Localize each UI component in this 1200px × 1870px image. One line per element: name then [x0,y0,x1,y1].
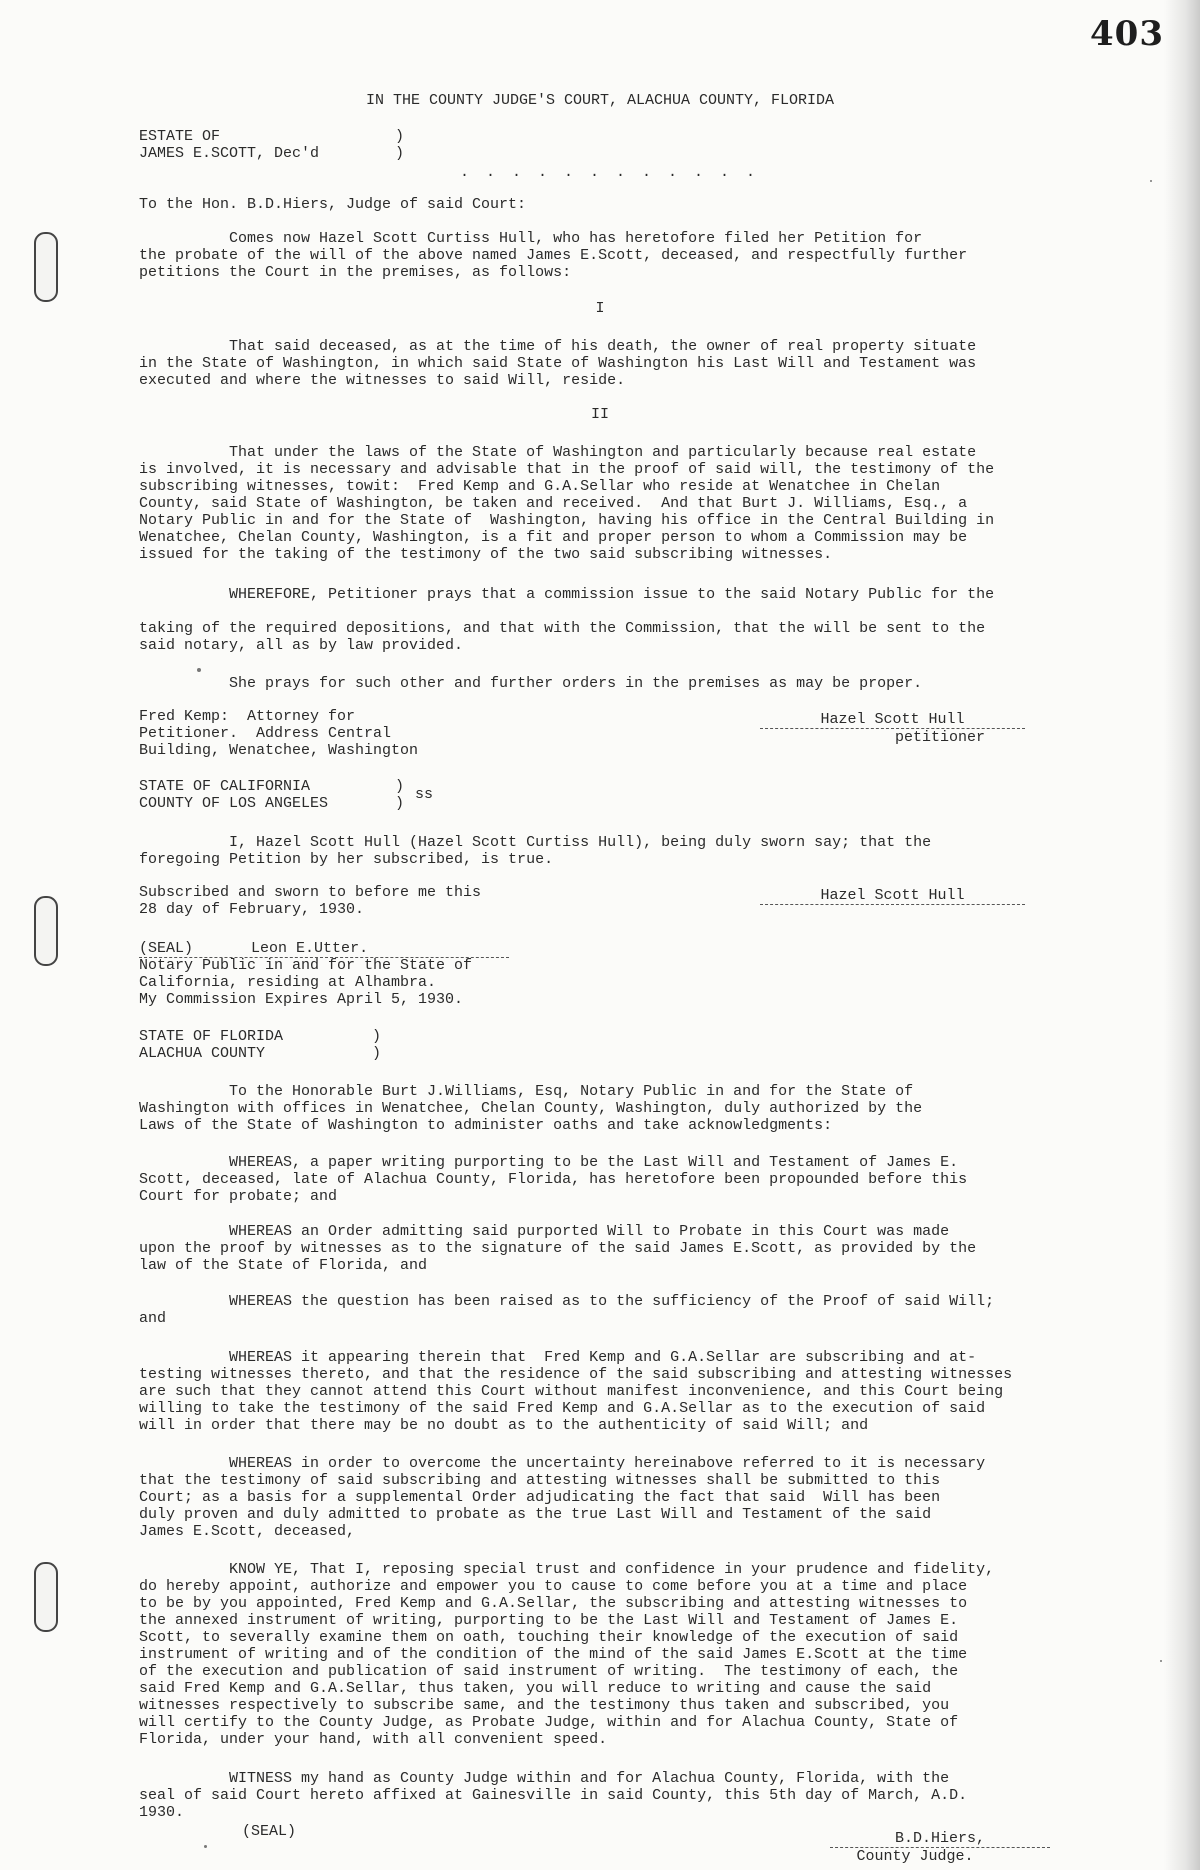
separator-dots: . . . . . . . . . . . . [460,164,760,181]
further-orders-paragraph: She prays for such other and further orders in the premises as may be proper. [139,675,923,692]
petitioner-signature: Hazel Scott Hull [760,711,1025,729]
notary-seal: (SEAL) [139,940,194,957]
know-ye-paragraph: KNOW YE, That I, reposing special trust and confidence in your prudence and fidelity, do hereby appoint, authorize and empower you to cause to come before you at a time and place to be by you appointed, Fred Kemp and G.A.Sellar, the subscribing and attesting witnesses to the annexed instrument of writing, purporting to be the Last Will and Testament of James E. Scott, to severally examine them on oath, touching their knowledge of the execution of said instrument of writing and of the condition of the mind of the said James E.Scott at the time of the execution and publication of said instrument of writing. The testimony of each, the said Fred Kemp and G.A.Sellar, thus taken, you will reduce to writing and cause the said witnesses respectively to subscribe same, and the testimony thus taken and subscribed, you will certify to the County Judge, as Probate Judge, within and for Alachua County, State of Florida, under your hand, with all convenient speed. [139,1561,995,1748]
whereas-paragraph-1: WHEREAS, a paper writing purporting to be the Last Will and Testament of James E. Scott, deceased, late of Alachua County, Florida, has heretofore been propounded before this Court for probate; and [139,1154,968,1205]
venue-california-line-1: STATE OF CALIFORNIA [139,778,311,795]
ink-speck [1160,1660,1162,1662]
court-title: IN THE COUNTY JUDGE'S COURT, ALACHUA COUNTY, FLORIDA [365,92,835,109]
wherefore-paragraph: WHEREFORE, Petitioner prays that a commission issue to the said Notary Public for the taking of the required depositions, and that with the Commission, that the will be sent to the said notary, all as by law provided. [139,586,995,654]
notary-details: Notary Public in and for the State of California, residing at Alhambra. My Commission Expires April 5, 1930. [139,957,473,1008]
whereas-paragraph-5: WHEREAS in order to overcome the uncertainty hereinabove referred to it is necessary that the testimony of said subscribing and attesting witnesses shall be submitted to this Court; as a basis for a supplemental Order adjudicating the fact that said Will has been duly proven and duly admitted to probate as the true Last Will and Testament of the said James E.Scott, deceased, [139,1455,986,1540]
estate-caption [139,128,319,162]
oath-signature: Hazel Scott Hull [760,887,1025,905]
petitioner-label: petitioner [894,729,985,746]
oath-paragraph: I, Hazel Scott Hull (Hazel Scott Curtiss Hull), being duly sworn say; that the foregoing Petition by her subscribed, is true. [139,834,932,868]
attorney-block: Fred Kemp: Attorney for Petitioner. Address Central Building, Wenatchee, Washington [139,708,419,759]
venue-california-paren-1: ) [395,778,405,795]
whereas-paragraph-2: WHEREAS an Order admitting said purported Will to Probate in this Court was made upon the proof by witnesses as to the signature of the said James E.Scott, as provided by the law of the State of Florida, and [139,1223,977,1274]
venue-florida-parens [372,1028,381,1062]
ink-speck [1150,180,1152,182]
page-number: 403 [1090,14,1164,54]
estate-line-1: ESTATE OF [139,128,221,145]
ink-speck [197,668,201,672]
section-2-paragraph: That under the laws of the State of Washington and particularly because real estate is involved, it is necessary and advisable that in the proof of said will, the testimony of the subscribing witnesses, towit: Fred Kemp and G.A.Sellar who reside at Wenatchee in Chelan County, said State of Washington, be taken and received. And that Burt J. Williams, Esq., a Notary Public in and for the State of Washington, having his office in the Central Building in Wenatchee, Chelan County, Washington, is a fit and proper person to whom a Commission may be issued for the taking of the testimony of the two said subscribing witnesses. [139,444,995,563]
section-1-paragraph: That said deceased, as at the time of his death, the owner of real property situate in the State of Washington, in which said State of Washington his Last Will and Testament was executed and where the witnesses to said Will, reside. [139,338,977,389]
estate-parens [395,128,404,162]
page-edge-shadow [1164,0,1200,1870]
estate-paren-2: ) [395,145,405,162]
whereas-paragraph-3: WHEREAS the question has been raised as to the sufficiency of the Proof of said Will; and [139,1293,995,1327]
notary-name: Leon E.Utter. [251,940,369,957]
whereas-paragraph-4: WHEREAS it appearing therein that Fred Kemp and G.A.Sellar are subscribing and at- testing witnesses thereto, and that the residence of the said subscribing and attesting witnesses are such that they cannot attend this Court without manifest inconvenience, and this Court being willing to take the testimony of the said Fred Kemp and G.A.Sellar as to the execution of said will in order that there may be no doubt as to the authenticity of said Will; and [139,1349,1013,1434]
witness-paragraph: WITNESS my hand as County Judge within and for Alachua County, Florida, with the seal of said Court hereto affixed at Gainesville in said County, this 5th day of March, A.D. 1930. [139,1770,968,1821]
judge-title: County Judge. [856,1848,974,1865]
venue-california-line-2: COUNTY OF LOS ANGELES [139,795,329,812]
section-1-heading: I [595,300,605,317]
venue-florida-paren-1: ) [372,1028,382,1045]
venue-florida-line-1: STATE OF FLORIDA [139,1028,284,1045]
estate-paren-1: ) [395,128,405,145]
punch-hole-middle [34,896,58,966]
salutation: To the Hon. B.D.Hiers, Judge of said Court: [139,196,527,213]
venue-florida [139,1028,283,1062]
judge-signature: B.D.Hiers, [830,1830,1050,1848]
commission-address: To the Honorable Burt J.Williams, Esq, Notary Public in and for the State of Washington with offices in Wenatchee, Chelan County, Washington, duly authorized by the Laws of the State of Washington to administer oaths and take acknowledgments: [139,1083,923,1134]
final-seal: (SEAL) [242,1823,297,1840]
venue-california-parens [395,778,404,812]
subscribed-sworn: Subscribed and sworn to before me this 28 day of February, 1930. [139,884,482,918]
venue-california-paren-2: ) [395,795,405,812]
intro-paragraph: Comes now Hazel Scott Curtiss Hull, who has heretofore filed her Petition for the probate of the will of the above named James E.Scott, deceased, and respectfully further petitions the Court in the premises, as follows: [139,230,968,281]
ink-speck [204,1845,207,1848]
venue-california [139,778,328,812]
venue-florida-paren-2: ) [372,1045,382,1062]
venue-ss: ss [415,786,434,803]
punch-hole-top [34,232,58,302]
venue-florida-line-2: ALACHUA COUNTY [139,1045,266,1062]
notary-signature-line [139,940,509,958]
section-2-heading: II [590,406,609,423]
punch-hole-bottom [34,1562,58,1632]
estate-line-2: JAMES E.SCOTT, Dec'd [139,145,320,162]
